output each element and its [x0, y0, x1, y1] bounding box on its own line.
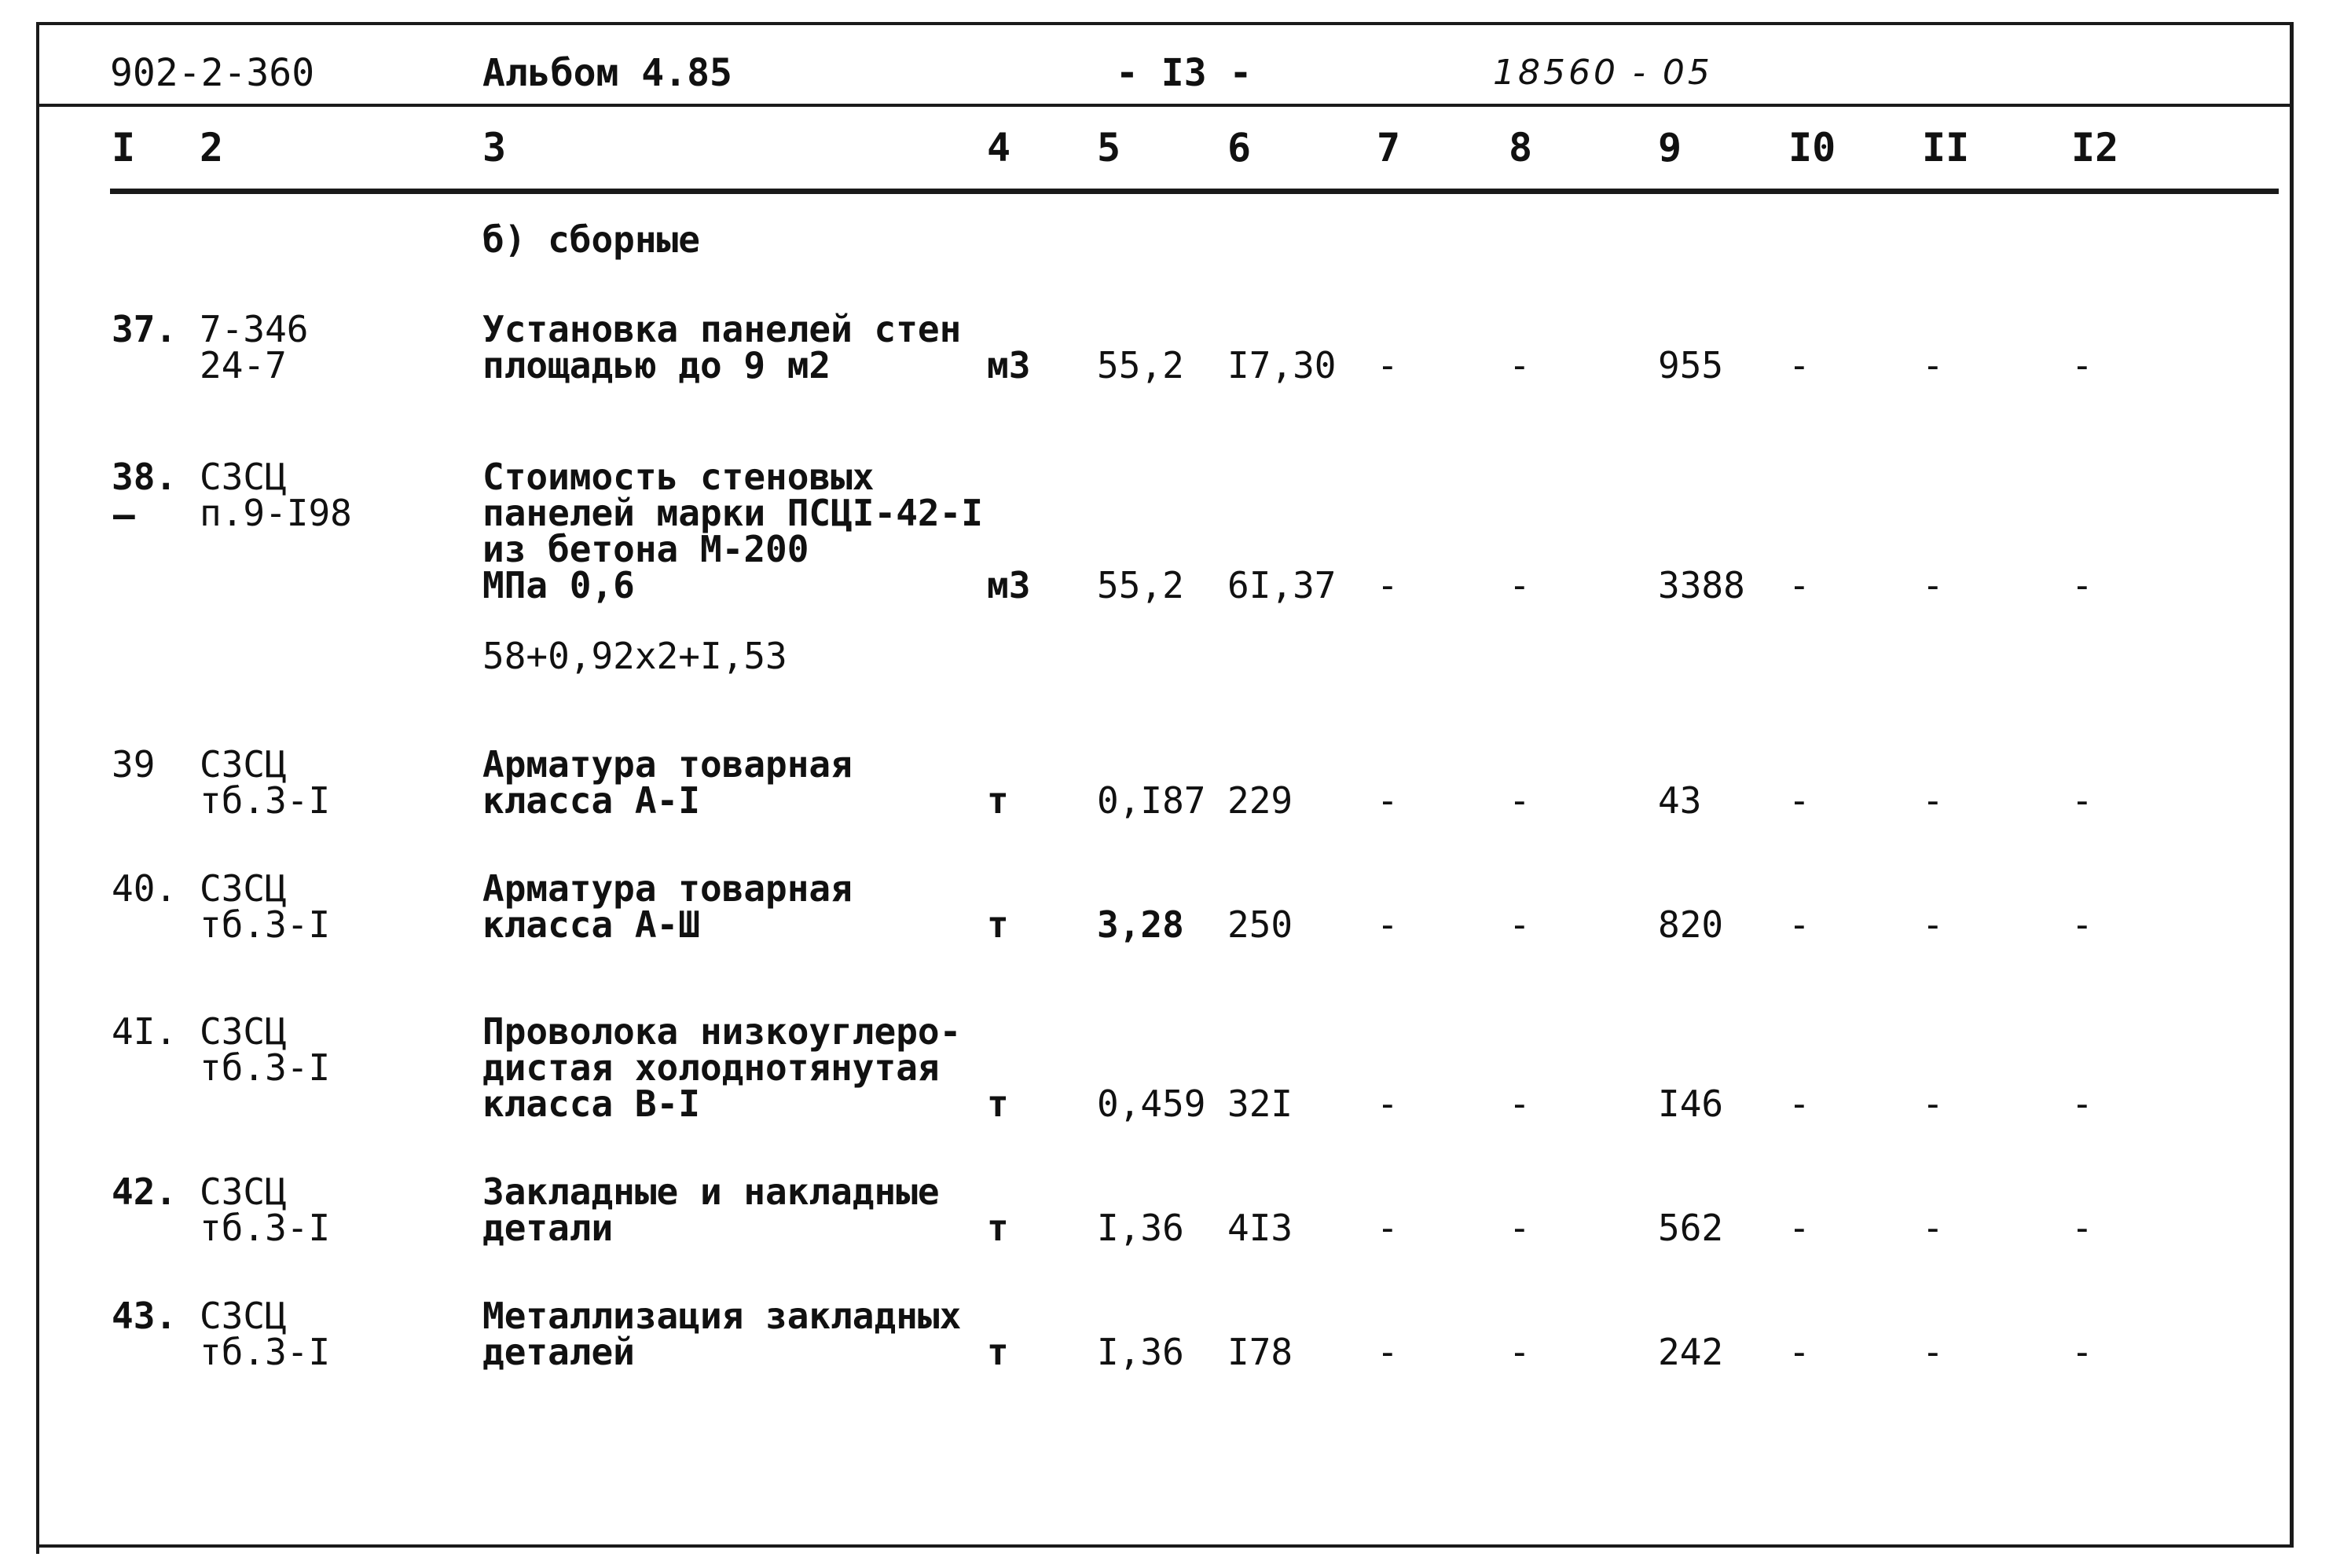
header-rule [36, 104, 2293, 107]
description-line: Проволока низкоуглеро- [482, 1010, 962, 1053]
unit-price-cell: 250 [1227, 903, 1293, 946]
total-cost-cell: 43 [1658, 779, 1702, 822]
column-10-cell: - [1788, 344, 1810, 387]
unit-cell: м3 [987, 344, 1031, 387]
column-11-cell: - [1922, 564, 1944, 606]
unit-price-cell: 32I [1227, 1083, 1293, 1125]
description-line: панелей марки ПСЦI-42-I [482, 492, 983, 534]
price-code-line: СЗСЦ [200, 1010, 287, 1053]
quantity-cell: 0,I87 [1097, 779, 1206, 822]
price-code-line: СЗСЦ [200, 1171, 287, 1213]
page-number: - I3 - [1116, 51, 1253, 95]
column-number-2: 2 [200, 125, 224, 170]
price-code-line: тб.3-I [200, 1207, 331, 1249]
row-number: 39 [112, 743, 156, 786]
price-code-line: тб.3-I [200, 779, 331, 822]
column-8-cell: - [1509, 1331, 1531, 1373]
description-line: класса В-I [482, 1083, 700, 1125]
column-7-cell: - [1377, 344, 1399, 387]
total-cost-cell: I46 [1658, 1083, 1724, 1125]
unit-price-cell: 4I3 [1227, 1207, 1293, 1249]
total-cost-cell: 242 [1658, 1331, 1724, 1373]
price-code-line: тб.3-I [200, 1331, 331, 1373]
price-code-line: тб.3-I [200, 903, 331, 946]
column-11-cell: - [1922, 1083, 1944, 1125]
description-line: деталей [482, 1331, 635, 1373]
row-number: 42. [112, 1171, 178, 1213]
description-line: из бетона М-200 [482, 528, 809, 570]
quantity-cell: 55,2 [1097, 564, 1184, 606]
column-12-cell: - [2071, 903, 2093, 946]
column-11-cell: - [1922, 344, 1944, 387]
column-number-1: I [112, 125, 136, 170]
column-7-cell: - [1377, 564, 1399, 606]
column-number-7: 7 [1377, 125, 1401, 170]
column-8-cell: - [1509, 1207, 1531, 1249]
column-7-cell: - [1377, 1331, 1399, 1373]
column-10-cell: - [1788, 1331, 1810, 1373]
description-line: Арматура товарная [482, 743, 853, 786]
column-number-6: 6 [1227, 125, 1252, 170]
unit-cell: т [987, 1331, 1009, 1373]
description-line: Арматура товарная [482, 867, 853, 910]
quantity-cell: I,36 [1097, 1207, 1184, 1249]
price-code-line: СЗСЦ [200, 456, 287, 498]
row-number: 43. [112, 1295, 178, 1337]
column-12-cell: - [2071, 1083, 2093, 1125]
row-number-dash: – [113, 493, 135, 536]
column-10-cell: - [1788, 903, 1810, 946]
frame-top-line [36, 22, 2293, 25]
price-code-line: 7-346 [200, 308, 309, 350]
project-code: 902-2-360 [110, 51, 315, 95]
price-code-line: 24-7 [200, 344, 287, 387]
document-number: 18560 - 05 [1493, 53, 1713, 93]
unit-price-cell: I78 [1227, 1331, 1293, 1373]
column-number-4: 4 [987, 125, 1011, 170]
column-number-3: 3 [482, 125, 507, 170]
row-number: 4I. [112, 1010, 178, 1053]
column-8-cell: - [1509, 1083, 1531, 1125]
column-7-cell: - [1377, 1207, 1399, 1249]
column-12-cell: - [2071, 564, 2093, 606]
column-number-5: 5 [1097, 125, 1121, 170]
column-12-cell: - [2071, 1331, 2093, 1373]
unit-price-cell: I7,30 [1227, 344, 1337, 387]
description-line: Стоимость стеновых [482, 456, 875, 498]
row-number: 40. [112, 867, 178, 910]
description-line: МПа 0,6 [482, 564, 635, 606]
frame-bottom-line [36, 1544, 2293, 1548]
description-line: дистая холоднотянутая [482, 1046, 940, 1089]
column-number-9: 9 [1658, 125, 1682, 170]
album-label: Альбом 4.85 [482, 51, 732, 95]
quantity-cell: 3,28 [1097, 903, 1184, 946]
price-code-line: СЗСЦ [200, 743, 287, 786]
quantity-cell: 55,2 [1097, 344, 1184, 387]
column-11-cell: - [1922, 1207, 1944, 1249]
column-11-cell: - [1922, 903, 1944, 946]
column-header-rule [110, 189, 2279, 194]
row-number: 38. [112, 456, 178, 498]
cost-formula: 58+0,92x2+I,53 [482, 635, 787, 677]
column-number-8: 8 [1509, 125, 1533, 170]
column-8-cell: - [1509, 903, 1531, 946]
price-code-line: СЗСЦ [200, 1295, 287, 1337]
column-11-cell: - [1922, 779, 1944, 822]
column-8-cell: - [1509, 564, 1531, 606]
column-12-cell: - [2071, 1207, 2093, 1249]
description-line: класса А-I [482, 779, 700, 822]
frame-right-line [2290, 22, 2294, 1548]
column-11-cell: - [1922, 1331, 1944, 1373]
column-10-cell: - [1788, 779, 1810, 822]
quantity-cell: I,36 [1097, 1331, 1184, 1373]
column-7-cell: - [1377, 1083, 1399, 1125]
row-number: 37. [112, 308, 178, 350]
frame-left-line [36, 22, 39, 1554]
column-10-cell: - [1788, 1083, 1810, 1125]
description-line: Металлизация закладных [482, 1295, 962, 1337]
column-number-10: I0 [1788, 125, 1836, 170]
description-line: Установка панелей стен [482, 308, 962, 350]
description-line: Закладные и накладные [482, 1171, 940, 1213]
price-code-line: п.9-I98 [200, 492, 352, 534]
column-10-cell: - [1788, 564, 1810, 606]
description-line: класса А-Ш [482, 903, 700, 946]
column-12-cell: - [2071, 779, 2093, 822]
total-cost-cell: 955 [1658, 344, 1724, 387]
column-number-11: II [1922, 125, 1970, 170]
column-12-cell: - [2071, 344, 2093, 387]
unit-price-cell: 6I,37 [1227, 564, 1337, 606]
total-cost-cell: 562 [1658, 1207, 1724, 1249]
unit-cell: т [987, 1083, 1009, 1125]
column-7-cell: - [1377, 903, 1399, 946]
unit-price-cell: 229 [1227, 779, 1293, 822]
column-10-cell: - [1788, 1207, 1810, 1249]
description-line: площадью до 9 м2 [482, 344, 831, 387]
total-cost-cell: 3388 [1658, 564, 1745, 606]
total-cost-cell: 820 [1658, 903, 1724, 946]
column-8-cell: - [1509, 344, 1531, 387]
column-8-cell: - [1509, 779, 1531, 822]
price-code-line: тб.3-I [200, 1046, 331, 1089]
price-code-line: СЗСЦ [200, 867, 287, 910]
section-title: б) сборные [482, 218, 700, 261]
description-line: детали [482, 1207, 614, 1249]
unit-cell: т [987, 779, 1009, 822]
unit-cell: м3 [987, 564, 1031, 606]
column-number-12: I2 [2071, 125, 2119, 170]
unit-cell: т [987, 903, 1009, 946]
quantity-cell: 0,459 [1097, 1083, 1206, 1125]
unit-cell: т [987, 1207, 1009, 1249]
column-7-cell: - [1377, 779, 1399, 822]
